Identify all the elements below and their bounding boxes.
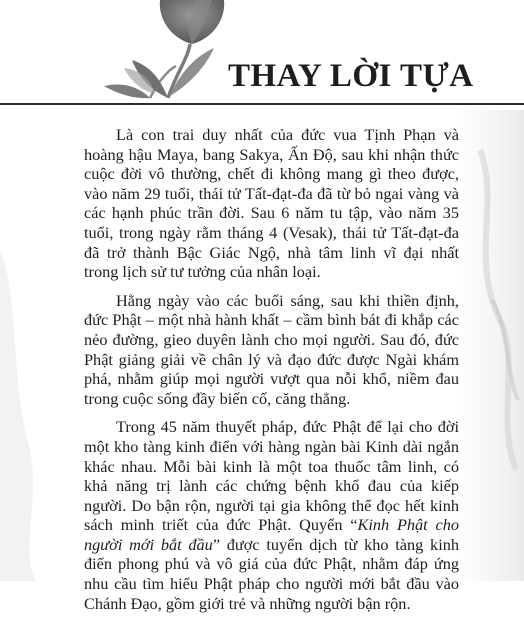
- paragraph-3-text-end: ” được tuyển dịch từ kho tàng kinh điển phong phú và vô giá của đức Phật, nhằm đáp ứng nhu cầu tìm hiểu Phật pháp cho người mới bắt đầu vào Chánh Đạo, gồm giới trẻ và những người bận rộn.: [84, 534, 459, 613]
- paragraph-1: Là con trai duy nhất của đức vua Tịnh Phạn và hoàng hậu Maya, bang Sakya, Ấn Độ, sau khi nhận thức cuộc đời vô thường, chết đi không mang gì theo được, vào năm 29 tuổi, thái tử Tất-đạt-đa đã từ bỏ ngai vàng và các hạnh phúc trần đời. Sau 6 năm tu tập, vào năm 35 tuổi, trong ngày rằm tháng 4 (Vesak), thái tử Tất-đạt-đa đã trở thành Bậc Giác Ngộ, nhà tâm linh vĩ đại nhất trong lịch sử tư tưởng của nhân loại.: [84, 125, 459, 282]
- paragraph-3-text: Trong 45 năm thuyết pháp, đức Phật để lại cho đời một kho tàng kinh điển với hàng ngàn bài Kinh dài ngắn khác nhau. Mỗi bài kinh là một toa thuốc tâm linh, có khả năng trị lành các chứng bệnh khổ đau của kiếp người. Do bận rộn, người tại gia không thể đọc hết kinh sách minh triết của đức Phật. Quyển “: [84, 417, 459, 535]
- title-divider: [0, 103, 524, 105]
- paragraph-2: Hằng ngày vào các buổi sáng, sau khi thiền định, đức Phật – một nhà hành khất – cầm bình bát đi khắp các nẻo đường, gieo duyên lành cho mọi người. Sau đó, đức Phật giảng giải về chân lý và đạo đức được Ngài khám phá, nhằm giúp mọi người vượt qua nỗi khổ, niềm đau trong cuộc sống đầy biến cố, căng thẳng.: [84, 290, 459, 408]
- paragraph-3: [84, 417, 459, 613]
- book-title: Kinh Phật cho người mới bắt đầu: [84, 515, 459, 554]
- body-text: [84, 125, 459, 622]
- page-title: THAY LỜI TỰA: [228, 58, 474, 94]
